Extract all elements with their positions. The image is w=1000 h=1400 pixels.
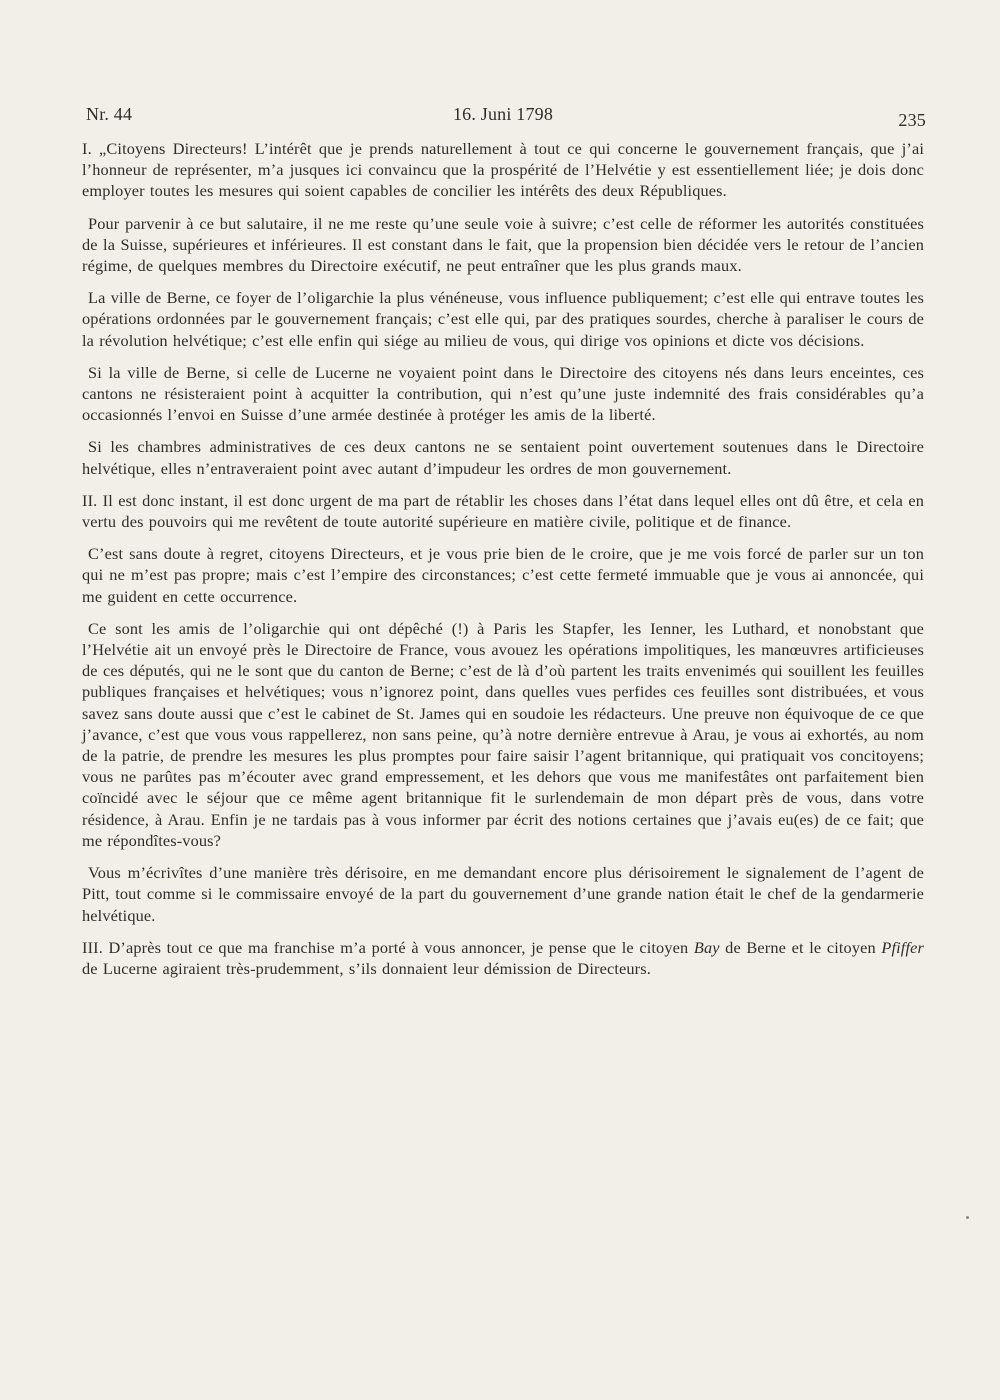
paragraph: Si les chambres administratives de ces deux cantons ne se sentaient point ouvertement soutenues dans le Directoire helvétique, elles n’entraveraient point avec autant d’impudeur les ordres de mon gouvernement. bbox=[82, 437, 924, 478]
paragraph: I. „Citoyens Directeurs! L’intérêt que je prends naturellement à tout ce qui concerne le gouvernement français, que j’ai l’honneur de représenter, m’a jusques ici convaincu que la prospérité de l’Helvétie y est essentiellement liée; je dois donc employer toutes les mesures qui soient capables de concilier les intérêts des deux Républiques. bbox=[82, 139, 924, 201]
paragraph: Vous m’écrivîtes d’une manière très dérisoire, en me demandant encore plus dérisoirement le signalement de l’agent de Pitt, tout comme si le commissaire envoyé de la part du gouvernement d’une grande nation était le chef de la gendarmerie helvétique. bbox=[82, 863, 924, 925]
paragraph: II. Il est donc instant, il est donc urgent de ma part de rétablir les choses dans l’état dans lequel elles ont dû être, et cela en vertu des pouvoirs qui me revêtent de toute autorité supérieure en matière civile, politique et de finance. bbox=[82, 490, 924, 532]
paragraph: La ville de Berne, ce foyer de l’oligarchie la plus vénéneuse, vous influence publiquement; c’est elle qui entrave toutes les opérations ordonnées par le gouvernement français; c’est elle qui, par des pratiques sourdes, cherche à paraliser le cours de la révolution helvétique; c’est elle enfin qui siége au milieu de vous, qui dirige vos opinions et dicte vos décisions. bbox=[82, 288, 924, 350]
paragraph: Ce sont les amis de l’oligarchie qui ont dépêché (!) à Paris les Stapfer, les Ienner, les Luthard, et nonobstant que l’Helvétie ait un envoyé près le Directoire de France, vous avouez les opérations impolitiques, les manœuvres artificieuses de ces députés, qui ne le sont que du canton de Berne; c’est de là d’où partent les traits envenimés qui souillent les feuilles publiques françaises et helvétiques; vous n’ignorez point, dans quelles vues perfides ces feuilles sont distribuées, et vous savez sans doute aussi que c’est le cabinet de St. James qui en soudoie les rédacteurs. Une preuve non équivoque de ce que j’avance, c’est que vous vous rappellerez, non sans peine, qu’à notre dernière entrevue à Arau, je vous ai exhortés, au nom de la patrie, de prendre les mesures les plus promptes pour faire saisir l’agent britannique, qui pratiquait vos concitoyens; vous ne parûtes pas m’écouter avec grand empressement, et les dehors que vous me manifestâtes ont parfaitement bien coïncidé avec le séjour que ce même agent britannique fit le surlendemain de mon départ près de vous, dans votre résidence, à Arau. Enfin je ne tardais pas à vous informer par écrit des notions certaines que j’avais eu(es) de ce fait; que me répondîtes-vous? bbox=[82, 618, 924, 850]
italic-name: Pfiffer bbox=[881, 937, 924, 957]
paragraph-last bbox=[82, 937, 924, 979]
body-text bbox=[82, 138, 924, 979]
paper-speck bbox=[966, 1216, 969, 1219]
paragraph: Si la ville de Berne, si celle de Lucerne ne voyaient point dans le Directoire des citoyens nés dans leurs enceintes, ces cantons ne résisteraient point à acquitter la contribution, qui n’est qu’une juste indemnité des frais considérables qu’a occasionnés l’envoi en Suisse d’une armée destinée à protéger les amis de la liberté. bbox=[82, 362, 924, 425]
text-run: III. D’après tout ce que ma franchise m’a porté à vous annoncer, je pense que le citoyen bbox=[82, 937, 694, 957]
italic-name: Bay bbox=[693, 937, 720, 957]
text-run: de Berne et le citoyen bbox=[719, 937, 882, 957]
document-number: Nr. 44 bbox=[86, 104, 133, 124]
paragraph: C’est sans doute à regret, citoyens Directeurs, et je vous prie bien de le croire, que je me vois forcé de parler sur un ton qui ne m’est pas propre; mais c’est l’empire des circonstances; c’est cette fermeté immuable que je vous ai annoncée, qui me guident en cette occurrence. bbox=[82, 544, 924, 606]
text-run: de Lucerne agiraient très-prudemment, s’ils donnaient leur démission de Directeurs. bbox=[82, 958, 651, 978]
page-header bbox=[82, 104, 924, 138]
page-number: 235 bbox=[898, 110, 926, 130]
document-date: 16. Juni 1798 bbox=[452, 104, 554, 124]
paragraph: Pour parvenir à ce but salutaire, il ne me reste qu’une seule voie à suivre; c’est celle de réformer les autorités constituées de la Suisse, supérieures et inférieures. Il est constant dans le fait, que la propension bien décidée vers le retour de l’ancien régime, de quelques membres du Directoire exécutif, ne peut entraîner que les plus grands maux. bbox=[82, 213, 924, 276]
